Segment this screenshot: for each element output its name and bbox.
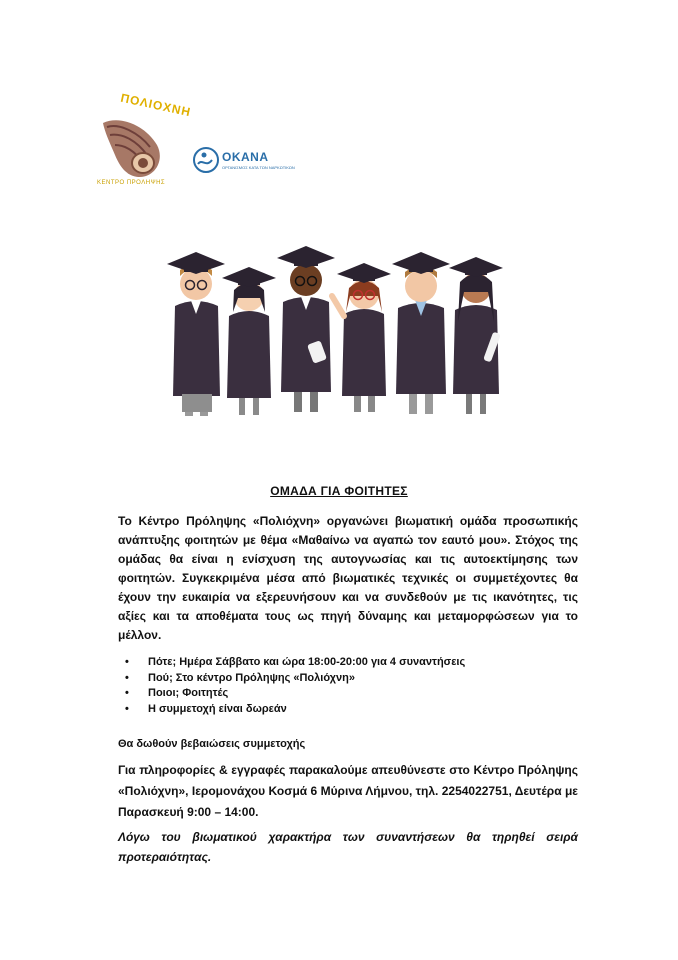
polioxni-logo-text: ΠΟΛΙΟΧΝΗ xyxy=(119,90,193,120)
okana-logo-text: OKANA xyxy=(222,150,269,164)
graduates-illustration-icon xyxy=(160,238,520,416)
certificates-note: Θα δωθούν βεβαιώσεις συμμετοχής xyxy=(118,738,306,750)
info-paragraph: Για πληροφορίες & εγγραφές παρακαλούμε απευθύνεστε στο Κέντρο Πρόληψης «Πολιόχνη», Ιερομονάχου Κοσμά 6 Μύρινα Λήμνου, τηλ. 2254022751, Δευτέρα με Παρασκευή 9:00 – 14:00. xyxy=(118,763,578,819)
list-item: • Η συμμετοχή είναι δωρεάν xyxy=(125,702,465,718)
shell-logo-icon xyxy=(95,105,185,190)
polioxni-logo-subtitle: ΚΕΝΤΡΟ ΠΡΟΛΗΨΗΣ xyxy=(97,180,166,186)
intro-paragraph: Το Κέντρο Πρόληψης «Πολιόχνη» οργανώνει βιωματική ομάδα προσωπικής ανάπτυξης φοιτητών με θέμα «Μαθαίνω να αγαπώ τον εαυτό μου». Στόχος της ομάδας θα είναι η ενίσχυση της αυτογνωσίας και τις αυτοεκτίμησης των φοιτητών. Συγκεκριμένα μέσα από βιωματικές τεχνικές οι συμμετέχοντες θα έχουν την ευκαιρία να εξερευνήσουν και να συνδεθούν με τις ικανότητες, τις αξίες και τα αποθέματα τους ως πηγή δύναμης και μεταμορφώσεων για το μέλλον. xyxy=(118,514,578,642)
okana-emblem-icon xyxy=(192,140,220,180)
list-item: • Πότε; Ημέρα Σάββατο και ώρα 18:00-20:00 για 4 συναντήσεις xyxy=(125,655,465,671)
list-item: • Πού; Στο κέντρο Πρόληψης «Πολιόχνη» xyxy=(125,671,465,687)
priority-note: Λόγω του βιωματικού χαρακτήρα των συναντήσεων θα τηρηθεί σειρά προτεραιότητας. xyxy=(118,830,578,864)
okana-logo-subtitle: ΟΡΓΑΝΙΣΜΟΣ ΚΑΤΑ ΤΩΝ ΝΑΡΚΩΤΙΚΩΝ xyxy=(222,165,295,170)
page-title: ΟΜΑΔΑ ΓΙΑ ΦΟΙΤΗΤΕΣ xyxy=(270,484,408,498)
list-item: • Ποιοι; Φοιτητές xyxy=(125,686,465,702)
logos-header xyxy=(95,90,295,190)
details-list xyxy=(125,655,465,717)
okana-logo xyxy=(192,140,295,180)
